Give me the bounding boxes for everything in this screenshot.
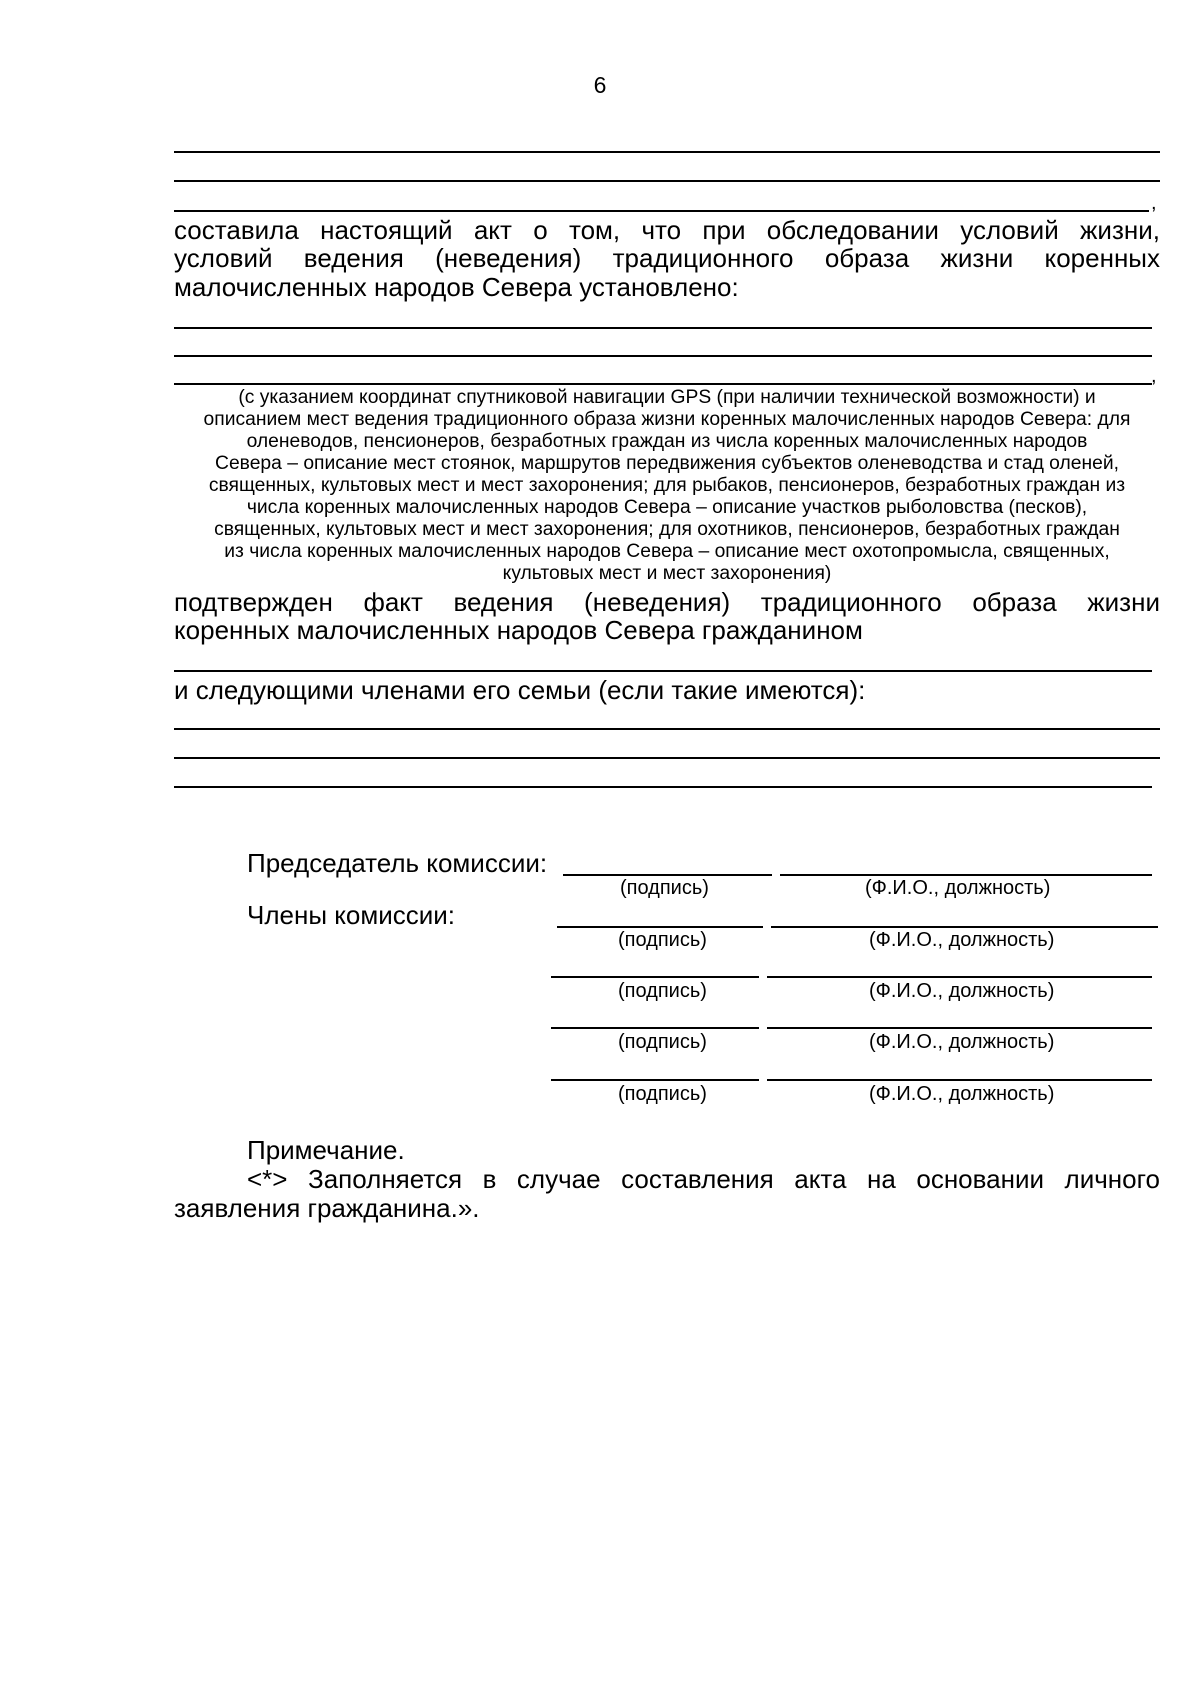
member-3-name-line xyxy=(767,1027,1152,1029)
signature-caption: (подпись) xyxy=(618,929,707,951)
name-caption: (Ф.И.О., должность) xyxy=(869,1083,1055,1105)
members-label: Члены комиссии: xyxy=(247,900,456,930)
member-1-name-line xyxy=(771,926,1158,928)
gps-note-line-1: (с указанием координат спутниковой навигации GPS (при наличии технической возможности) и xyxy=(238,387,1096,408)
fill-line xyxy=(174,757,1160,759)
name-caption: (Ф.И.О., должность) xyxy=(869,929,1055,951)
line-end-comma: , xyxy=(1151,192,1157,214)
line-end-comma: , xyxy=(1151,365,1157,387)
member-4-name-line xyxy=(767,1079,1152,1081)
chairman-signature-line xyxy=(563,874,772,876)
fill-line xyxy=(174,355,1152,357)
chairman-label: Председатель комиссии: xyxy=(247,848,548,878)
member-4-signature-line xyxy=(551,1079,759,1081)
family-members-label: и следующими членами его семьи (если такие имеются): xyxy=(174,675,866,705)
statement-line-1: составила настоящий акт о том, что при обследовании условий жизни, xyxy=(174,215,1160,245)
member-2-signature-line xyxy=(551,976,759,978)
gps-note-line-9: культовых мест и мест захоронения) xyxy=(502,563,832,584)
fill-line xyxy=(174,327,1152,329)
gps-note-line-2: описанием мест ведения традиционного образа жизни коренных малочисленных народов Севера: для xyxy=(203,409,1131,430)
fill-line xyxy=(174,180,1160,182)
member-1-signature-line xyxy=(557,926,763,928)
note-text-line-1: <*> Заполняется в случае составления акта на основании личного xyxy=(247,1164,1160,1194)
note-text-line-2: заявления гражданина.». xyxy=(174,1193,480,1223)
chairman-name-line xyxy=(780,874,1152,876)
gps-note-line-8: из числа коренных малочисленных народов Севера – описание мест охотопромысла, священных, xyxy=(224,541,1110,562)
name-caption: (Ф.И.О., должность) xyxy=(869,980,1055,1002)
gps-note-line-6: числа коренных малочисленных народов Севера – описание участков рыболовства (песков), xyxy=(246,497,1088,518)
note-title: Примечание. xyxy=(247,1135,405,1165)
page-number: 6 xyxy=(593,72,607,98)
statement-line-2: условий ведения (неведения) традиционного образа жизни коренных xyxy=(174,243,1160,273)
fill-line xyxy=(174,151,1160,153)
fill-line xyxy=(174,383,1152,385)
name-caption: (Ф.И.О., должность) xyxy=(869,1031,1055,1053)
fill-line xyxy=(174,210,1149,212)
signature-caption: (подпись) xyxy=(620,877,709,899)
fill-line xyxy=(174,786,1152,788)
gps-note-line-4: Севера – описание мест стоянок, маршрутов передвижения субъектов оленеводства и стад оленей, xyxy=(215,453,1119,474)
gps-note-line-3: оленеводов, пенсионеров, безработных граждан из числа коренных малочисленных народов xyxy=(246,431,1088,452)
confirmation-line-2: коренных малочисленных народов Севера гражданином xyxy=(174,615,863,645)
signature-caption: (подпись) xyxy=(618,1031,707,1053)
signature-caption: (подпись) xyxy=(618,980,707,1002)
gps-note-line-7: священных, культовых мест и мест захоронения; для охотников, пенсионеров, безработных граждан xyxy=(214,519,1120,540)
gps-note-line-5: священных, культовых мест и мест захоронения; для рыбаков, пенсионеров, безработных граждан из xyxy=(208,475,1126,496)
signature-caption: (подпись) xyxy=(618,1083,707,1105)
statement-line-3: малочисленных народов Севера установлено: xyxy=(174,272,739,302)
member-3-signature-line xyxy=(551,1027,759,1029)
confirmation-line-1: подтвержден факт ведения (неведения) традиционного образа жизни xyxy=(174,587,1160,617)
member-2-name-line xyxy=(767,976,1152,978)
fill-line xyxy=(174,728,1160,730)
citizen-name-line xyxy=(174,670,1152,672)
name-caption: (Ф.И.О., должность) xyxy=(865,877,1051,899)
